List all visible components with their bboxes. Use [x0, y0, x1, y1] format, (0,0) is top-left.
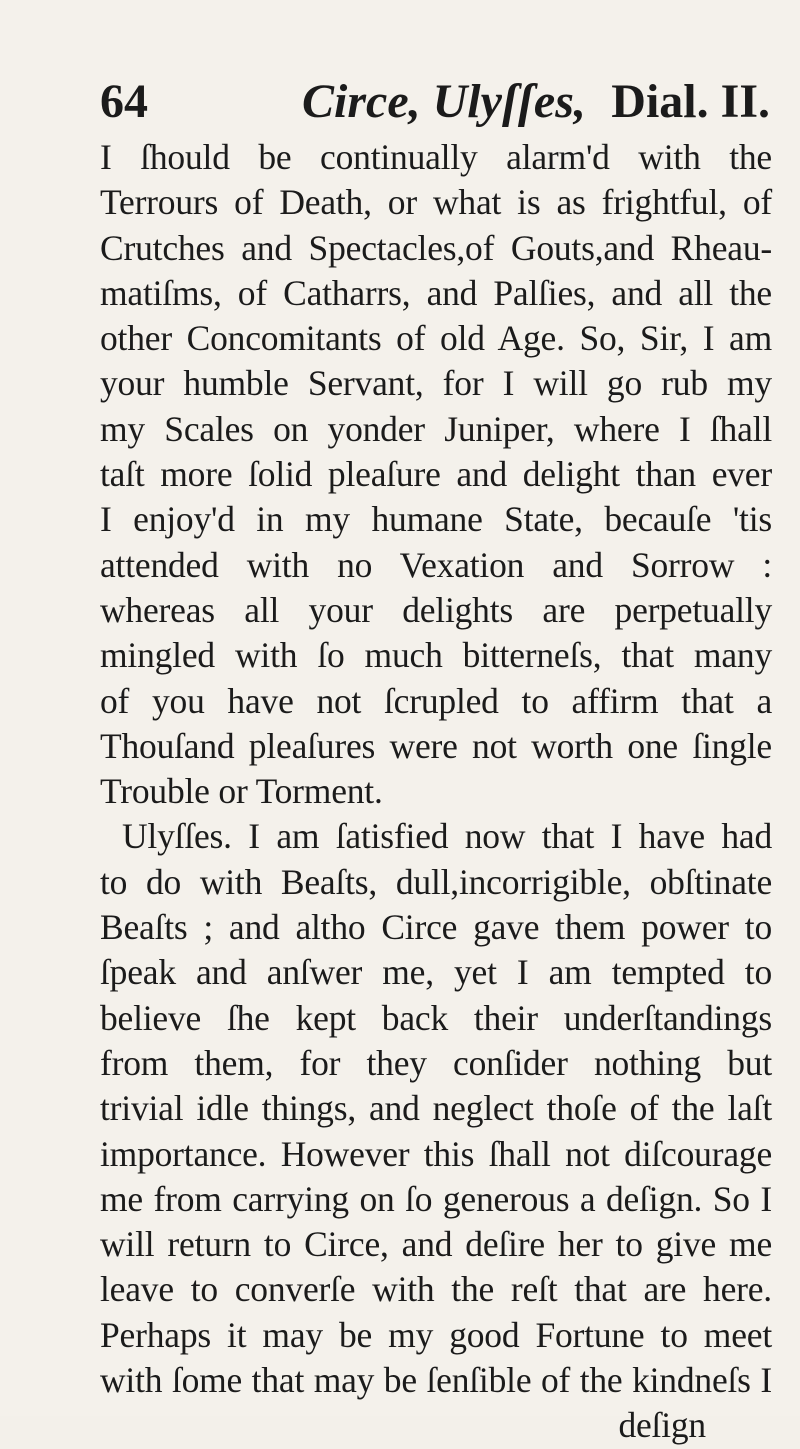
dialogue-number: Dial. II.: [611, 75, 770, 128]
text-line: other Concomitants of old Age. So, Sir, I am: [100, 318, 772, 359]
text-line: I enjoy'd in my humane State, becauſe 'tis: [100, 499, 772, 540]
text-line: to do with Beaſts, dull,incorrigible, obſtinate: [100, 861, 772, 902]
text-line: importance. However this ſhall not diſcourage: [100, 1133, 772, 1174]
catchword: deſign: [618, 1405, 706, 1446]
text-line: of you have not ſcrupled to affirm that a: [100, 680, 772, 721]
text-line: Terrours of Death, or what is as frightful, of: [100, 182, 772, 223]
running-title: Circe, Ulyſſes,: [302, 75, 586, 128]
text-line: I ſhould be continually alarm'd with the: [100, 137, 772, 177]
text-line: mingled with ſo much bitterneſs, that many: [100, 635, 772, 676]
text-line: leave to converſe with the reſt that are here.: [100, 1269, 772, 1310]
text-line: Crutches and Spectacles,of Gouts,and Rheau-: [100, 227, 772, 268]
text-line: attended with no Vexation and Sorrow :: [100, 544, 772, 585]
text-line: will return to Circe, and deſire her to give me: [100, 1224, 772, 1265]
text-body: [100, 135, 772, 1449]
speaker-line: Ulyſſes. I am ſatisfied now that I have had: [122, 816, 772, 857]
text-line: Trouble or Torment.: [100, 771, 383, 812]
text-line: believe ſhe kept back their underſtandings: [100, 997, 772, 1038]
text-line: whereas all your delights are perpetually: [100, 589, 772, 630]
page-number: 64: [100, 75, 148, 128]
text-line: my Scales on yonder Juniper, where I ſhall: [100, 408, 772, 449]
running-header: [100, 72, 770, 132]
text-line: your humble Servant, for I will go rub my: [100, 363, 772, 404]
text-line: Perhaps it may be my good Fortune to meet: [100, 1314, 772, 1355]
text-line: Beaſts ; and altho Circe gave them power to: [100, 907, 772, 948]
text-line: taſt more ſolid pleaſure and delight than ever: [100, 454, 772, 495]
text-line: from them, for they conſider nothing but: [100, 1042, 772, 1083]
text-line: matiſms, of Catharrs, and Palſies, and all the: [100, 272, 772, 313]
text-line: ſpeak and anſwer me, yet I am tempted to: [100, 952, 772, 993]
text-line: trivial idle things, and neglect thoſe of the laſt: [100, 1088, 772, 1129]
text-line: with ſome that may be ſenſible of the kindneſs I: [100, 1360, 772, 1401]
text-line: Thouſand pleaſures were not worth one ſingle: [100, 725, 772, 766]
text-line: me from carrying on ſo generous a deſign. So I: [100, 1178, 772, 1219]
